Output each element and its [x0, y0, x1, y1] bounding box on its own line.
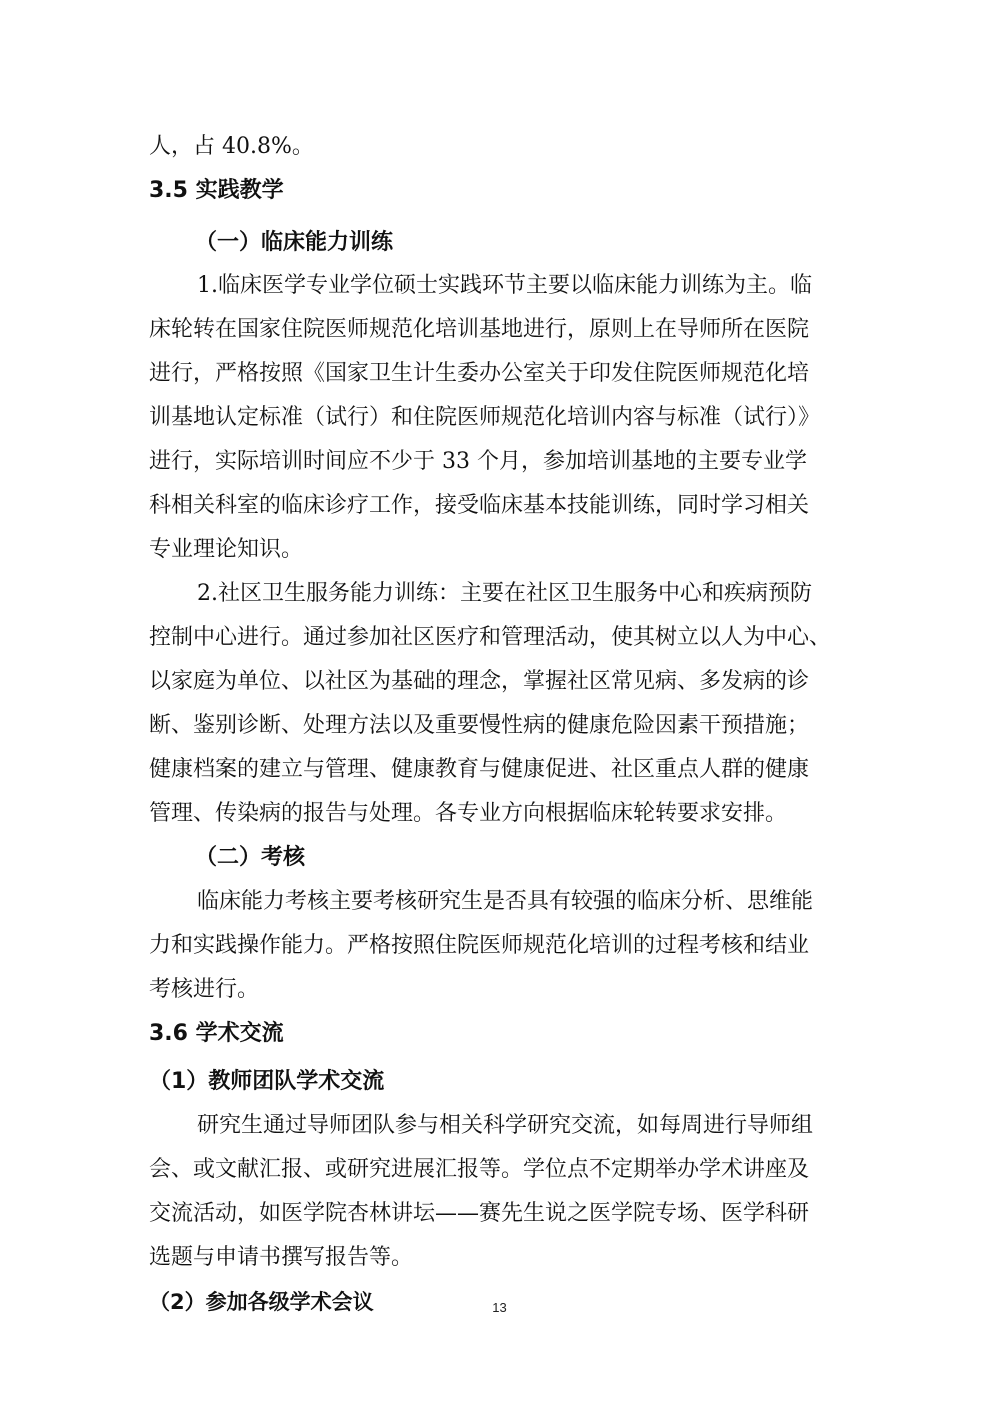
paragraph-line: 控制中心进行。通过参加社区医疗和管理活动，使其树立以人为中心、	[149, 625, 832, 650]
paragraph-line: 选题与申请书撰写报告等。	[149, 1245, 414, 1270]
subsection-heading-conferences: （2）参加各级学术会议	[149, 1290, 374, 1314]
paragraph-line: 交流活动，如医学院杏林讲坛——赛先生说之医学院专场、医学科研	[149, 1201, 810, 1226]
paragraph-line: 会、或文献汇报、或研究进展汇报等。学位点不定期举办学术讲座及	[149, 1157, 810, 1182]
paragraph-line: 进行，实际培训时间应不少于 33 个月，参加培训基地的主要专业学	[149, 449, 807, 474]
paragraph-line: 力和实践操作能力。严格按照住院医师规范化培训的过程考核和结业	[149, 933, 810, 958]
paragraph-line: 床轮转在国家住院医师规范化培训基地进行，原则上在导师所在医院	[149, 317, 810, 342]
paragraph-line: 管理、传染病的报告与处理。各专业方向根据临床轮转要求安排。	[149, 801, 788, 826]
paragraph-line: 健康档案的建立与管理、健康教育与健康促进、社区重点人群的健康	[149, 757, 810, 782]
paragraph-line: 临床能力考核主要考核研究生是否具有较强的临床分析、思维能	[197, 889, 814, 914]
paragraph-line: 训基地认定标准（试行）和住院医师规范化培训内容与标准（试行）》	[149, 405, 821, 430]
paragraph-line: 人，占 40.8%。	[149, 134, 314, 159]
paragraph-line: 专业理论知识。	[149, 537, 304, 562]
paragraph-line: 科相关科室的临床诊疗工作，接受临床基本技能训练，同时学习相关	[149, 493, 810, 518]
paragraph-line: 2.社区卫生服务能力训练：主要在社区卫生服务中心和疾病预防	[197, 581, 812, 606]
paragraph-line: 研究生通过导师团队参与相关科学研究交流，如每周进行导师组	[197, 1113, 814, 1138]
section-heading-3-5: 3.5 实践教学	[149, 178, 284, 203]
paragraph-line: 以家庭为单位、以社区为基础的理念，掌握社区常见病、多发病的诊	[149, 669, 810, 694]
paragraph-line: 断、鉴别诊断、处理方法以及重要慢性病的健康危险因素干预措施；	[149, 713, 810, 738]
subsection-heading-clinical-training: （一）临床能力训练	[195, 230, 394, 255]
paragraph-line: 进行，严格按照《国家卫生计生委办公室关于印发住院医师规范化培	[149, 361, 810, 386]
paragraph-line: 1.临床医学专业学位硕士实践环节主要以临床能力训练为主。临	[197, 273, 812, 298]
subsection-heading-team-exchange: （1）教师团队学术交流	[149, 1069, 385, 1094]
paragraph-line: 考核进行。	[149, 977, 260, 1002]
subsection-heading-assessment: （二）考核	[195, 845, 306, 870]
section-heading-3-6: 3.6 学术交流	[149, 1021, 284, 1046]
page-number: 13	[492, 1300, 507, 1315]
